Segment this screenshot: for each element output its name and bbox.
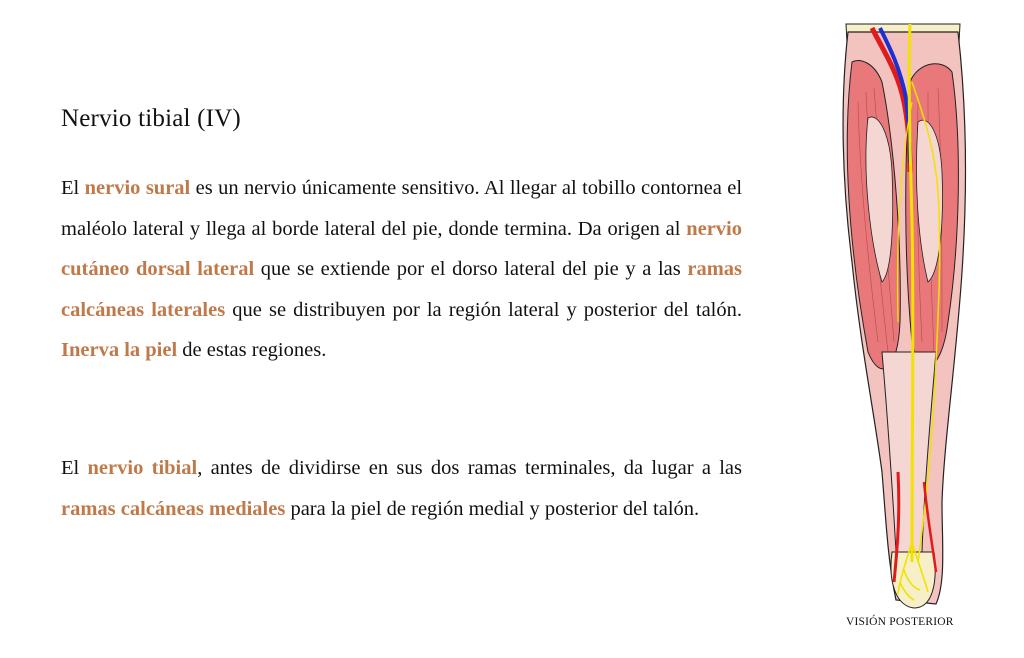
text-segment: es un nervio únicamente sensitivo. Al llegar al tobillo contornea el maléolo lateral y llega al borde lateral del pie, donde termina. Da origen al bbox=[61, 177, 743, 240]
text-segment: para la piel de región medial y posterior del talón. bbox=[285, 497, 700, 520]
text-segment: de estas regiones. bbox=[177, 339, 327, 361]
text-segment: El bbox=[61, 457, 88, 479]
highlight-nervio-cutaneo-dorsal-lateral: nervio cutáneo dorsal lateral bbox=[61, 217, 742, 280]
paragraph-tibial-nerve bbox=[61, 448, 742, 529]
page-title: Nervio tibial (IV) bbox=[61, 104, 241, 132]
text-segment: , antes de dividirse en sus dos ramas terminales, da lugar a las bbox=[197, 457, 743, 479]
paragraph-sural-nerve bbox=[61, 168, 742, 371]
highlight-nervio-tibial: nervio tibial bbox=[87, 457, 198, 479]
highlight-inerva-la-piel: Inerva la piel bbox=[61, 339, 178, 361]
highlight-ramas-calcaneas-mediales: ramas calcáneas mediales bbox=[61, 497, 286, 520]
text-segment: que se extiende por el dorso lateral del pie y a las bbox=[254, 258, 688, 280]
text-segment: que se distribuyen por la región lateral y posterior del talón. bbox=[225, 298, 742, 321]
leg-posterior-illustration bbox=[838, 22, 968, 612]
highlight-nervio-sural: nervio sural bbox=[84, 177, 191, 199]
text-segment: El bbox=[61, 177, 85, 199]
highlight-ramas-calcaneas-laterales: ramas calcáneas laterales bbox=[61, 258, 742, 321]
figure-caption: VISIÓN POSTERIOR bbox=[846, 616, 954, 628]
